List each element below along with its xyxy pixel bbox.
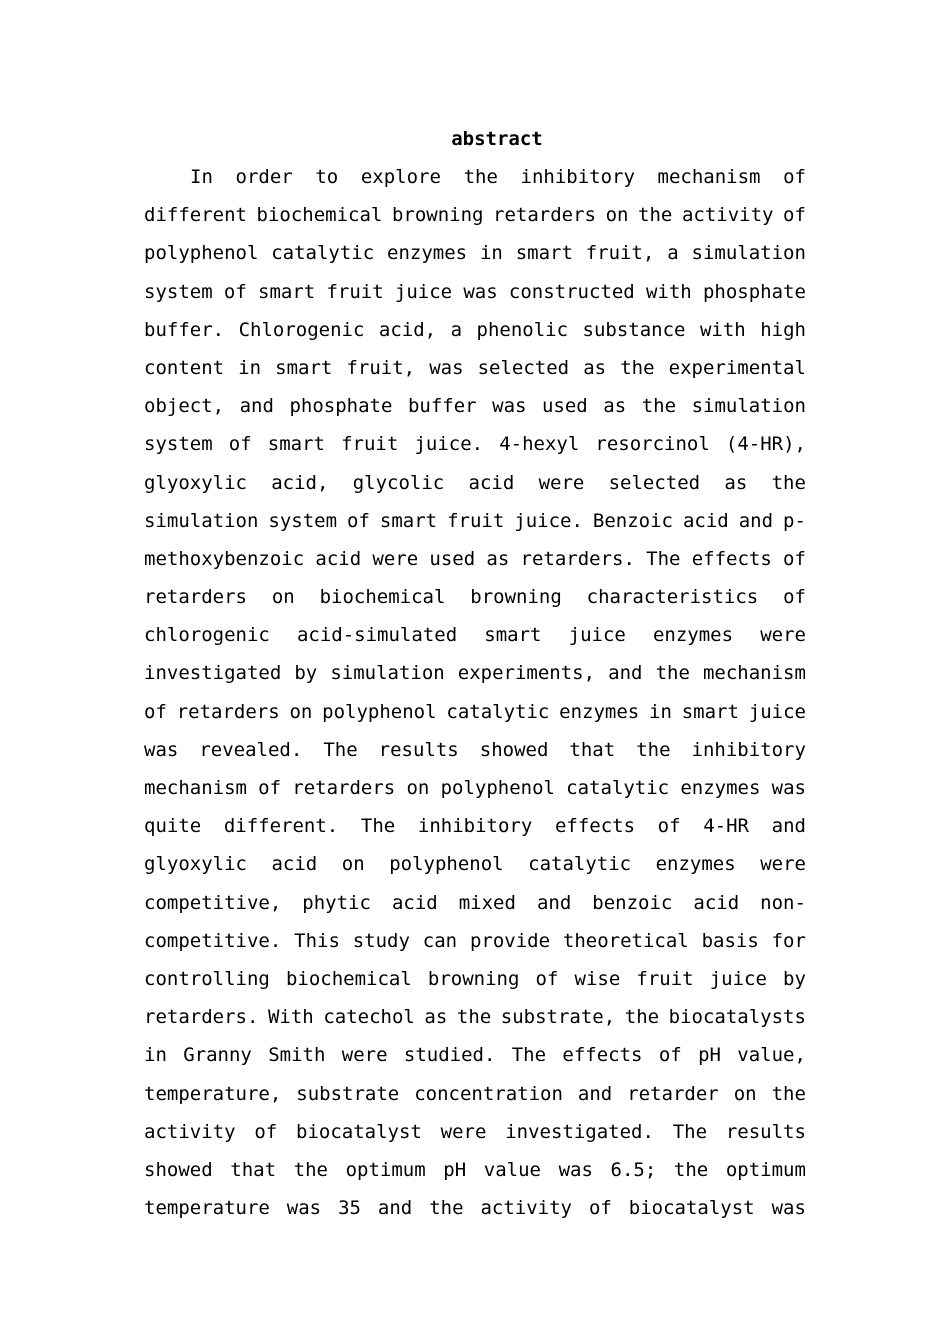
text-line: polyphenol catalytic enzymes in smart fruit, a simulation [144,242,806,265]
text-line: system of smart fruit juice was constructed with phosphate [144,280,806,303]
abstract-heading: abstract [451,128,543,150]
text-line: buffer. Chlorogenic acid, a phenolic substance with high [144,318,806,341]
text-line: quite different. The inhibitory effects of 4-HR and [144,815,806,838]
text-line: retarders on biochemical browning characteristics of [144,586,806,609]
text-line: controlling biochemical browning of wise fruit juice by [144,967,806,990]
text-line: simulation system of smart fruit juice. Benzoic acid and p- [144,509,806,532]
text-line: of retarders on polyphenol catalytic enzymes in smart juice [144,700,806,723]
text-line: temperature, substrate concentration and retarder on the [144,1082,806,1105]
text-line: investigated by simulation experiments, and the mechanism [144,662,806,685]
text-line: retarders. With catechol as the substrate, the biocatalysts [144,1006,806,1029]
text-line: temperature was 35 and the activity of biocatalyst was [144,1197,806,1220]
text-line: In order to explore the inhibitory mechanism of [190,166,806,188]
text-line: methoxybenzoic acid were used as retarders. The effects of [144,547,806,570]
text-line: object, and phosphate buffer was used as the simulation [144,395,806,418]
text-line: glyoxylic acid, glycolic acid were selected as the [144,471,806,494]
text-line: glyoxylic acid on polyphenol catalytic enzymes were [144,853,806,876]
text-line: content in smart fruit, was selected as the experimental [144,356,806,379]
text-line: competitive. This study can provide theoretical basis for [144,929,806,952]
text-line: system of smart fruit juice. 4-hexyl resorcinol (4-HR), [144,433,806,456]
abstract-body [144,158,806,1227]
text-line: in Granny Smith were studied. The effects of pH value, [144,1044,806,1067]
text-line: was revealed. The results showed that the inhibitory [144,738,806,761]
text-line: competitive, phytic acid mixed and benzoic acid non- [144,891,806,914]
text-line: chlorogenic acid-simulated smart juice enzymes were [144,624,806,647]
text-line: activity of biocatalyst were investigated. The results [144,1120,806,1143]
text-line: showed that the optimum pH value was 6.5; the optimum [144,1158,806,1181]
text-line: mechanism of retarders on polyphenol catalytic enzymes was [144,777,806,799]
text-line: different biochemical browning retarders on the activity of [144,204,806,227]
